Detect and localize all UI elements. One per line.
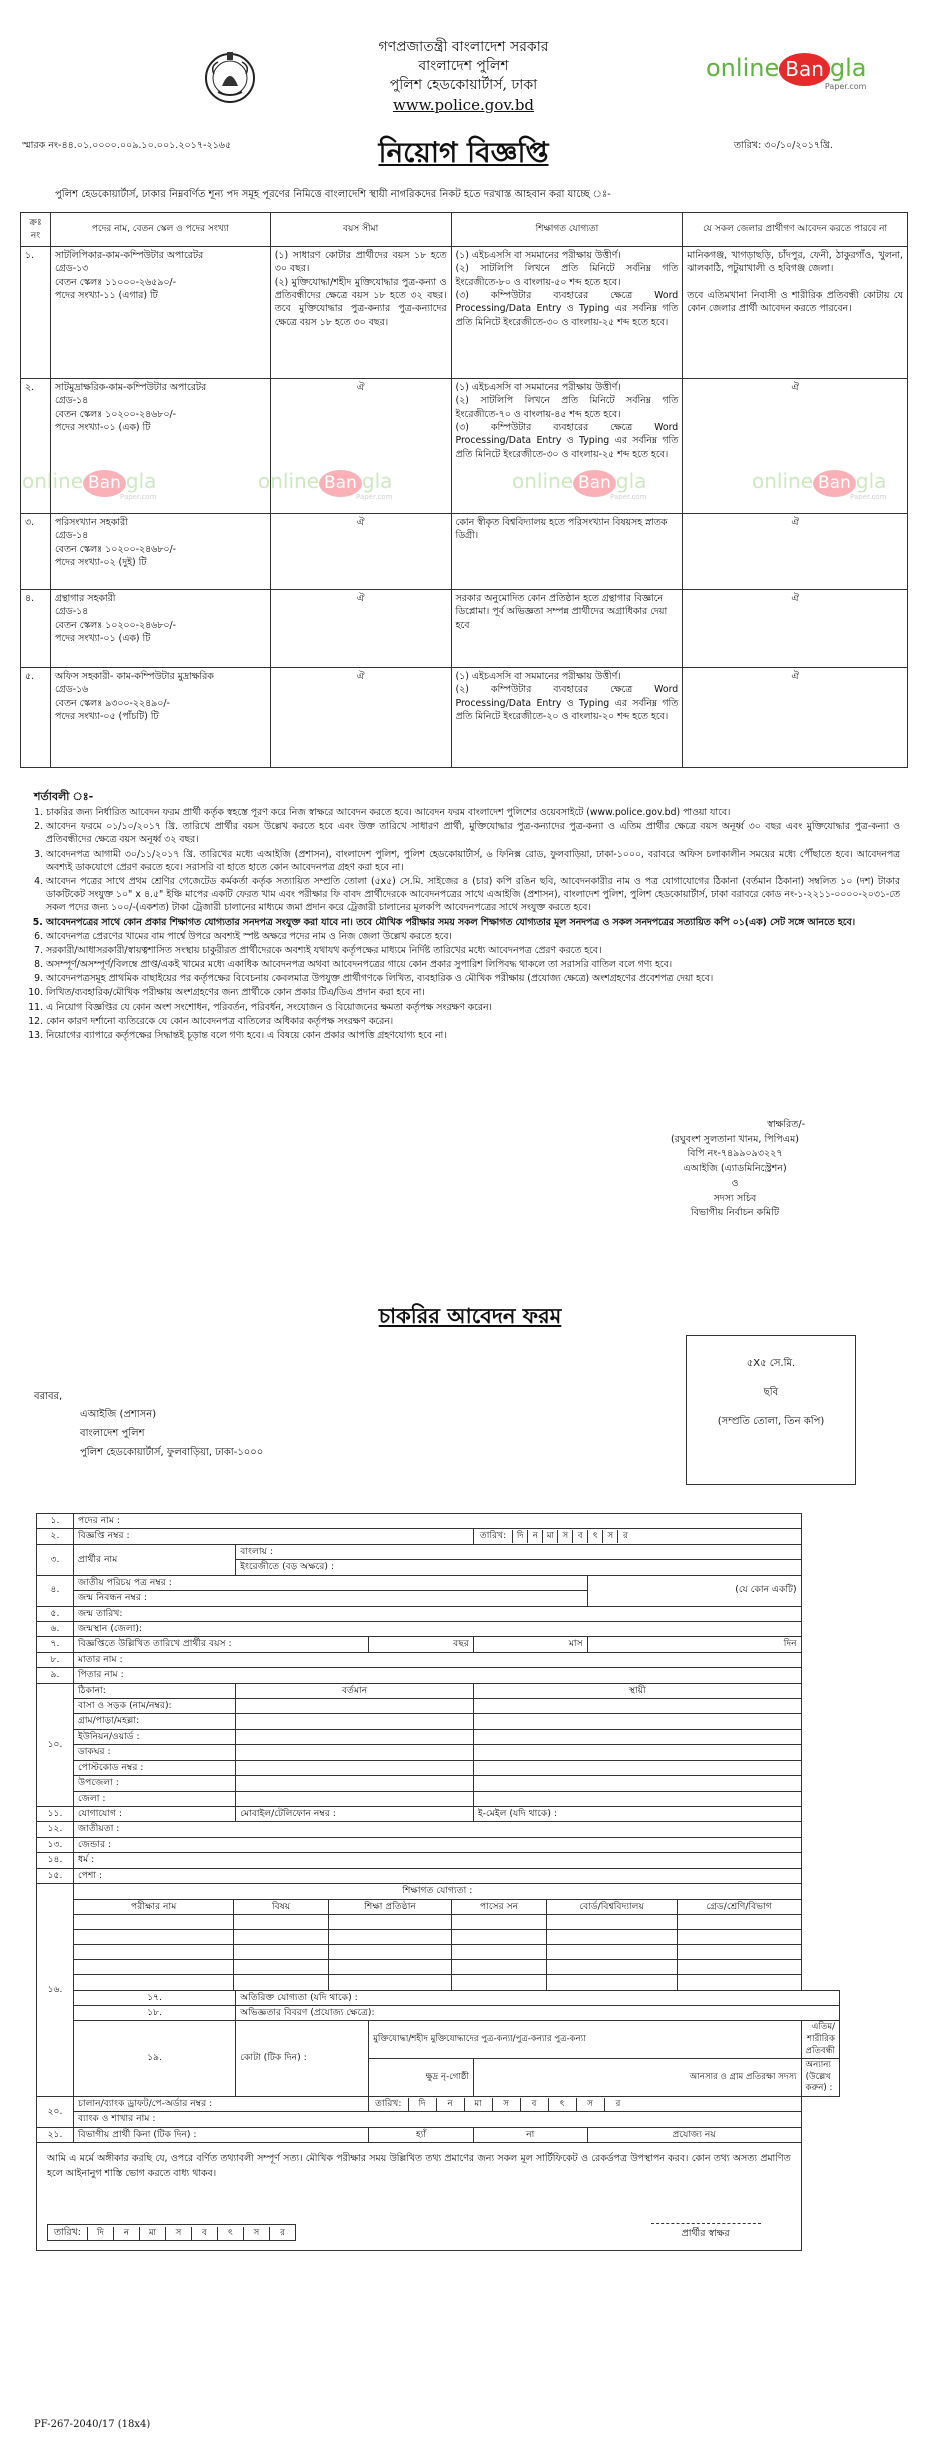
date-box[interactable]: মা bbox=[464, 2098, 492, 2111]
signatory-and: ও bbox=[731, 1177, 739, 1189]
phone-field[interactable] bbox=[236, 1807, 474, 1822]
present-district-field[interactable] bbox=[236, 1791, 474, 1806]
quota-other-field[interactable] bbox=[801, 2059, 839, 2097]
row-districts: মানিকগঞ্জ, খাগড়াছড়ি, চাঁদপুর, ফেনী, ঠাকুরগাঁও, খুলনা, ঝালকাঠি, পটুয়াখালী ও হবিগঞ্জ জেলা। তবে এতিমখানা নিবাসী ও শারীরিক প্রতিবন্ধী কোটায় যে কোন জেলার প্রার্থী আবেদন করতে পারবেন। bbox=[683, 247, 908, 379]
age-days-field[interactable] bbox=[587, 1637, 801, 1652]
permanent-house-field[interactable] bbox=[473, 1699, 801, 1714]
list-item: 7. সরকারী/আধাসরকারী/স্বায়ত্বশাসিত সংস্থায় চাকুরীরত প্রার্থীদেরকে অবশ্যই যথাযথ কর্তৃপক্ষের মাধ্যমে নির্দিষ্ট তারিখের মধ্যে আবেদনপত্র প্রেরণ করতে হবে। bbox=[46, 944, 900, 957]
field-label: ইউনিয়ন/ওয়ার্ড : bbox=[74, 1729, 236, 1744]
table-row bbox=[21, 668, 908, 768]
table-row bbox=[37, 1621, 840, 1636]
table-row bbox=[37, 1652, 840, 1667]
field-label: ধর্ম : bbox=[78, 1854, 95, 1866]
field-label: বিভাগীয় প্রার্থী কিনা (টিক দিন) : bbox=[74, 2127, 369, 2142]
table-row bbox=[21, 590, 908, 668]
field-label: পিতার নাম : bbox=[78, 1669, 124, 1681]
education-title: শিক্ষাগত যোগ্যতা : bbox=[74, 1884, 802, 1899]
form-addr3: পুলিশ হেডকোয়ার্টার্স, ফুলবাড়িয়া, ঢাকা-১০০০ bbox=[80, 1447, 264, 1458]
years-label: বছর bbox=[453, 1638, 469, 1650]
form-addr1: এআইজি (প্রশাসন) bbox=[80, 1409, 157, 1420]
religion-field[interactable] bbox=[74, 1853, 802, 1868]
post-name-field[interactable] bbox=[74, 1514, 802, 1529]
notice-intro: পুলিশ হেডকোয়ার্টার্স, ঢাকার নিম্নবর্ণিত শূন্য পদ সমূহ পূরণের নিমিত্তে বাংলাদেশি স্থায়ী নাগরিকদের নিকট হতে দরখাস্ত আহবান করা যাচ্ছে ঃ- bbox=[55, 189, 611, 200]
date-box[interactable]: ব bbox=[520, 2098, 548, 2111]
declaration-text: আমি এ মর্মে অঙ্গীকার করছি যে, ওপরে বর্ণিত তথ্যাবলী সম্পূর্ণ সত্য। মৌখিক পরীক্ষার সময় উল্লিখিত তথ্য প্রমাণের জন্য সকল মূল সার্টিফিকেট ও রেকর্ডপত্র উপস্থাপন করব। কোন তথ্য অসত্য প্রমাণিত হলে আইনানুগ শাস্তি ভোগ করতে বাধ্য থাকব। bbox=[47, 2153, 791, 2180]
row-age: ঐ bbox=[270, 668, 451, 768]
edu-header-exam: পরীক্ষার নাম bbox=[74, 1900, 234, 1915]
field-label: জন্ম নিবন্ধন নম্বর : bbox=[78, 1592, 147, 1604]
present-address-header: বর্তমান bbox=[236, 1683, 474, 1698]
permanent-district-field[interactable] bbox=[473, 1791, 801, 1806]
bank-branch-field[interactable] bbox=[74, 2112, 802, 2127]
date-label: তারিখ: bbox=[54, 2227, 81, 2239]
date-box[interactable]: স bbox=[165, 2227, 191, 2240]
row-number: ২. bbox=[37, 1529, 74, 1544]
edu-row[interactable] bbox=[74, 1930, 801, 1945]
table-row bbox=[37, 2112, 840, 2127]
row-age: ঐ bbox=[270, 590, 451, 668]
row-number: ১২. bbox=[37, 1822, 74, 1837]
date-box[interactable]: দি bbox=[87, 2227, 113, 2240]
date-box[interactable]: স bbox=[602, 1530, 617, 1543]
table-row bbox=[37, 2021, 840, 2059]
table-row bbox=[37, 2143, 840, 2251]
terms-list bbox=[20, 806, 900, 1043]
table-row bbox=[37, 1899, 840, 1990]
present-union-field[interactable] bbox=[236, 1729, 474, 1744]
row-education: (১) এইচএসসি বা সমমানের পরীক্ষায় উত্তীর্ণ। (২) সাটলিপি লিখনে প্রতি মিনিটে সর্বনিম্ন গতি ইংরেজীতে-৭০ ও বাংলায়-৪৫ শব্দ হতে হবে। (৩) কম্পিউটার ব্যবহারের ক্ষেত্রে Word Processing/Data Entry ও Typing এর সর্বনিম্ন গতি প্রতি মিনিটে ইংরেজীতে-৩০ ও বাংলায়-২৫ শব্দ হতে হবে। bbox=[451, 379, 683, 514]
row-serial: ৪. bbox=[21, 590, 51, 668]
signature-block bbox=[610, 1118, 860, 1221]
row-serial: ১. bbox=[21, 247, 51, 379]
row-number: ৬. bbox=[37, 1621, 74, 1636]
address-label: ঠিকানা: bbox=[74, 1683, 236, 1698]
row-serial: ২. bbox=[21, 379, 51, 514]
list-item: 11. এ নিয়োগ বিজ্ঞপ্তির যে কোন অংশ সংশোধন, পরিবর্তন, পরিবর্ধন, সংযোজন ও বিয়োজনের ক্ষমতা কর্তৃপক্ষ সংরক্ষণ করেন। bbox=[46, 1001, 900, 1014]
list-item: 1. চাকরির জন্য নির্ধারিত আবেদন ফরম প্রার্থী কর্তৃক স্বহস্তে পূরণ করে নিজ স্বাক্ষরে আবেদন করতে হবে। আবেদন ফরম বাংলাদেশ পুলিশের ওয়েবসাইটে (www.police.gov.bd) পাওয়া যাবে। bbox=[46, 806, 900, 819]
field-label: বিজ্ঞপ্তিতে উল্লিখিত তারিখে প্রার্থীর বয়স : bbox=[74, 1637, 369, 1652]
table-row bbox=[21, 247, 908, 379]
quota-ethnic-checkbox[interactable] bbox=[369, 2059, 474, 2097]
gender-field[interactable] bbox=[74, 1837, 802, 1852]
col-header-age: বয়স সীমা bbox=[270, 213, 451, 247]
row-number: ১০. bbox=[37, 1683, 74, 1806]
either-one-note: (যে কোন একটি) bbox=[587, 1575, 801, 1606]
field-label: পোস্টকোড নম্বর : bbox=[74, 1760, 236, 1775]
row-number: ২০. bbox=[37, 2096, 74, 2127]
option-label: প্রযোজ্য নয় bbox=[672, 2128, 716, 2140]
date-box[interactable]: র bbox=[604, 2098, 632, 2111]
declaration-date[interactable] bbox=[47, 2224, 296, 2241]
edu-row[interactable] bbox=[74, 1915, 801, 1930]
days-label: দিন bbox=[783, 1638, 797, 1650]
row-number: ১৮. bbox=[74, 2005, 236, 2020]
row-number: ১. bbox=[37, 1514, 74, 1529]
list-item: 13. নিয়োগের ব্যাপারে কর্তৃপক্ষের সিদ্ধান্তই চূড়ান্ত বলে গণ্য হবে। এ বিষয়ে কোন প্রকার আপত্তি গ্রহণযোগ্য হবে না। bbox=[46, 1029, 900, 1042]
field-label: পদের নাম : bbox=[78, 1515, 120, 1526]
present-house-field[interactable] bbox=[236, 1699, 474, 1714]
permanent-address-header: স্থায়ী bbox=[473, 1683, 801, 1698]
watermark-logo: online Ban gla Paper.com bbox=[258, 469, 393, 501]
field-label: চালান/ব্যাংক ড্রাফট/পে-অর্ডার নম্বর : bbox=[78, 2097, 213, 2109]
row-number: ১৪. bbox=[37, 1853, 74, 1868]
list-item: 9. আবেদনপত্রসমূহ প্রাথমিক বাছাইয়ের পর কর্তৃপক্ষের বিবেচনায় কেবলমাত্র উপযুক্ত প্রার্থীগণকে লিখিত, ব্যবহারিক ও মৌখিক পরীক্ষায় (প্রযোজ্য ক্ষেত্রে) অংশগ্রহণের প্রবেশপত্র দেয়া হবে। bbox=[46, 972, 900, 985]
edu-header-year: পাসের সন bbox=[452, 1900, 546, 1915]
field-label: যোগাযোগ : bbox=[74, 1807, 236, 1822]
field-label: বাসা ও সড়ক (নাম/নম্বর): bbox=[74, 1699, 236, 1714]
table-row bbox=[37, 1668, 840, 1683]
extra-qualification-field[interactable] bbox=[236, 1990, 840, 2005]
table-row bbox=[37, 1637, 840, 1652]
field-label: বিজ্ঞপ্তি নম্বর : bbox=[78, 1530, 130, 1542]
table-row bbox=[37, 2127, 840, 2142]
col-header-education: শিক্ষাগত যোগ্যতা bbox=[451, 213, 683, 247]
table-row bbox=[37, 1514, 840, 1529]
signed-label: স্বাক্ষরিত/- bbox=[767, 1119, 805, 1130]
row-age: ঐ bbox=[270, 379, 451, 514]
date-box[interactable]: র bbox=[617, 1530, 632, 1543]
permanent-upazila-field[interactable] bbox=[473, 1776, 801, 1791]
field-label: ই-মেইল (যদি থাকে) : bbox=[477, 1808, 557, 1820]
edu-row[interactable] bbox=[74, 1975, 801, 1990]
notice-date: তারিখ: ৩০/১০/২০১৭খ্রি. bbox=[734, 140, 833, 151]
list-item: 5. আবেদনপত্রের সাথে কোন প্রকার শিক্ষাগত যোগ্যতার সনদপত্র সংযুক্ত করা যাবে না। তবে মৌখিক পরীক্ষার সময় সকল শিক্ষাগত যোগ্যতার মূল সনদপত্র ও সকল সনদপত্রের সত্যায়িত কপি ০১(এক) সেট সঙ্গে আনতে হবে। bbox=[46, 916, 900, 929]
quota-option-label: এতিম/শারীরিক প্রতিবন্ধী bbox=[805, 2022, 836, 2056]
field-label: ইংরেজীতে (বড় অক্ষরে) : bbox=[240, 1561, 335, 1573]
photo-note: (সম্প্রতি তোলা, তিন কপি) bbox=[717, 1416, 825, 1427]
table-row bbox=[37, 1837, 840, 1852]
field-label: জাতীয় পরিচয় পত্র নম্বর : bbox=[78, 1576, 172, 1588]
name-bangla-field[interactable] bbox=[236, 1544, 801, 1559]
field-label: জেন্ডার : bbox=[78, 1838, 112, 1850]
application-form bbox=[36, 1513, 840, 2251]
row-number: ১৭. bbox=[74, 1990, 236, 2005]
form-addr2: বাংলাদেশ পুলিশ bbox=[80, 1428, 145, 1439]
edu-header-subject: বিষয় bbox=[234, 1900, 328, 1915]
permanent-village-field[interactable] bbox=[473, 1714, 801, 1729]
list-item: 6. আবেদনপত্র প্রেরণের খামের বাম পার্শ্বে উপরে অবশ্যই স্পষ্ট অক্ষরে পদের নাম ও নিজ জেলা উল্লেখ করতে হবে। bbox=[46, 930, 900, 943]
mother-name-field[interactable] bbox=[74, 1652, 802, 1667]
row-serial: ৫. bbox=[21, 668, 51, 768]
present-postoffice-field[interactable] bbox=[236, 1745, 474, 1760]
table-row bbox=[37, 1575, 840, 1590]
field-label: কোটা (টিক দিন) : bbox=[236, 2021, 369, 2097]
table-row bbox=[37, 1529, 840, 1544]
birthplace-field[interactable] bbox=[74, 1621, 802, 1636]
challan-number-field[interactable] bbox=[74, 2096, 369, 2111]
age-years-field[interactable] bbox=[369, 1637, 474, 1652]
row-districts: ঐ bbox=[683, 590, 908, 668]
field-label: মোবাইল/টেলিফোন নম্বর : bbox=[240, 1808, 336, 1820]
row-education: (১) এইচএসসি বা সমমানের পরীক্ষায় উত্তীর্ণ। (২) কম্পিউটার ব্যবহারের ক্ষেত্রে Word Processing/Data Entry ও Typing এর সর্বনিম্ন গতি প্রতি মিনিটে ইংরেজীতে-২০ ও বাংলায়-২০ শব্দ হতে হবে। bbox=[451, 668, 683, 768]
date-box[interactable]: দি bbox=[512, 1530, 527, 1543]
dept-yes-checkbox[interactable] bbox=[369, 2127, 474, 2142]
signatory-designation: এআইজি (এ্যাডমিনিস্ট্রেশন) bbox=[683, 1163, 787, 1175]
col-header-post: পদের নাম, বেতন স্কেল ও পদের সংখ্যা bbox=[50, 213, 270, 247]
photo-size: ৫X৫ সে.মি. bbox=[746, 1358, 796, 1369]
field-label: জন্মস্থান (জেলা): bbox=[78, 1622, 143, 1634]
date-box[interactable]: ৎ bbox=[217, 2227, 243, 2240]
date-box[interactable]: মা bbox=[139, 2227, 165, 2240]
field-label: অতিরিক্ত যোগ্যতা (যদি থাকে) : bbox=[240, 1991, 358, 2003]
date-box[interactable]: দি bbox=[408, 2098, 436, 2111]
row-number: ৯. bbox=[37, 1668, 74, 1683]
table-row bbox=[37, 1822, 840, 1837]
field-label: জেলা : bbox=[74, 1791, 236, 1806]
police-line: বাংলাদেশ পুলিশ bbox=[418, 58, 509, 74]
table-row bbox=[37, 1745, 840, 1760]
field-label: ব্যাংক ও শাখার নাম : bbox=[78, 2113, 156, 2125]
row-number: ৫. bbox=[37, 1606, 74, 1621]
birth-date-field[interactable] bbox=[74, 1606, 802, 1621]
row-number: ৭. bbox=[37, 1637, 74, 1652]
email-field[interactable] bbox=[473, 1807, 801, 1822]
table-row bbox=[37, 1853, 840, 1868]
edu-header-grade: গ্রেড/শ্রেণি/বিভাগ bbox=[677, 1900, 801, 1915]
row-districts: ঐ bbox=[683, 514, 908, 590]
col-header-districts: যে সকল জেলার প্রার্থীগণ আবেদন করতে পারবে না bbox=[683, 213, 908, 247]
list-item: 8. অসম্পূর্ণ/অসম্পূর্ণ/বিলম্বে প্রাপ্ত/একই খামের মধ্যে একাধিক আবেদনপত্র অথবা আবেদনপত্রের গায়ে কোন প্রকার সুপারিশ লিপিবদ্ধ থাকলে তা সরাসরি বাতিল বলে গণ্য হবে। bbox=[46, 958, 900, 971]
father-name-field[interactable] bbox=[74, 1668, 802, 1683]
field-label: ডাকঘর : bbox=[74, 1745, 236, 1760]
date-label: তারিখ: bbox=[375, 2097, 402, 2109]
date-box[interactable]: ৎ bbox=[548, 2098, 576, 2111]
date-box[interactable]: ন bbox=[527, 1530, 542, 1543]
permanent-union-field[interactable] bbox=[473, 1729, 801, 1744]
signatory-role2: বিভাগীয় নির্বাচন কমিটি bbox=[690, 1207, 780, 1219]
row-serial: ৩. bbox=[21, 514, 51, 590]
table-row bbox=[37, 1699, 840, 1714]
row-education: কোন স্বীকৃত বিশ্ববিদ্যালয় হতে পরিসংখ্যান বিষয়সহ স্নাতক ডিগ্রী। bbox=[451, 514, 683, 590]
table-row bbox=[37, 1776, 840, 1791]
date-box[interactable]: র bbox=[269, 2227, 295, 2240]
present-upazila-field[interactable] bbox=[236, 1776, 474, 1791]
row-education: (১) এইচএসসি বা সমমানের পরীক্ষায় উত্তীর্ণ। (২) সাটলিপি লিখনে প্রতি মিনিটে সর্বনিম্ন গতি ইংরেজীতে-৮০ ও বাংলায়-৫০ শব্দ হতে হবে। (৩) কম্পিউটার ব্যবহারের ক্ষেত্রে Word Processing/Data Entry ও Typing এর সর্বনিম্ন গতি প্রতি মিনিটে ইংরেজীতে-৩০ ও বাংলায়-২৫ শব্দ হতে হবে। bbox=[451, 247, 683, 379]
table-row bbox=[37, 1729, 840, 1744]
quota-orphan-checkbox[interactable] bbox=[801, 2021, 839, 2059]
quota-option-label: আনসার ও গ্রাম প্রতিরক্ষা সদস্য bbox=[689, 2071, 797, 2082]
nationality-field[interactable] bbox=[74, 1822, 802, 1837]
birth-reg-field[interactable] bbox=[74, 1591, 588, 1606]
edu-header-board: বোর্ড/বিশ্ববিদ্যালয় bbox=[546, 1900, 677, 1915]
row-age: (১) সাধারণ কোটার প্রার্থীদের বয়স ১৮ হতে ৩০ বছর। (২) মুক্তিযোদ্ধা/শহীদ মুক্তিযোদ্ধার পুত্র-কন্যা ও প্রতিবন্ধীদের ক্ষেত্রে বয়স ১৮ হতে ৩২ বছর। তবে মুক্তিযোদ্ধার পুত্র-কন্যার পুত্র-কন্যাদের ক্ষেত্রে বয়স ১৮ হতে ৩০ বছর। bbox=[270, 247, 451, 379]
field-label: জাতীয়তা : bbox=[78, 1823, 120, 1835]
onlinebanglapaper-logo: online Ban gla Paper.com bbox=[706, 54, 867, 91]
date-box[interactable]: স bbox=[576, 2098, 604, 2111]
memo-number: স্মারক নং-৪৪.০১.০০০০.০০৯.১০.০০১.২০১৭-২১৬৫ bbox=[22, 140, 232, 151]
option-label: না bbox=[526, 2128, 535, 2140]
applicant-signature[interactable] bbox=[651, 2223, 761, 2241]
field-label: মাতার নাম : bbox=[78, 1653, 123, 1665]
watermark-logo: online Ban gla Paper.com bbox=[512, 469, 647, 501]
row-number: ১১. bbox=[37, 1807, 74, 1822]
signatory-name: (রঘুবংশ সুলতানা খানম, পিপিএম) bbox=[670, 1133, 800, 1145]
edu-row[interactable] bbox=[74, 1945, 801, 1960]
table-row bbox=[37, 2005, 840, 2020]
date-field[interactable] bbox=[473, 1529, 801, 1544]
table-row bbox=[37, 1714, 840, 1729]
footer-code: PF-267-2040/17 (18x4) bbox=[34, 2419, 151, 2430]
photo-label: ছবি bbox=[763, 1387, 779, 1398]
row-post: গ্রন্থাগার সহকারী গ্রেড-১৪ বেতন স্কেলঃ ১০২০০-২৪৬৮০/- পদের সংখ্যা-০১ (এক) টি bbox=[50, 590, 270, 668]
col-header-serial: ক্রঃ নং bbox=[21, 213, 51, 247]
terms-title: শর্তাবলী ঃ- bbox=[34, 790, 94, 803]
row-number: ১৩. bbox=[37, 1837, 74, 1852]
notice-number-field[interactable] bbox=[74, 1529, 474, 1544]
photo-box[interactable] bbox=[686, 1335, 856, 1485]
row-age: ঐ bbox=[270, 514, 451, 590]
permanent-postoffice-field[interactable] bbox=[473, 1745, 801, 1760]
education-table bbox=[74, 1900, 801, 1990]
govt-line: গণপ্রজাতন্ত্রী বাংলাদেশ সরকার bbox=[378, 39, 549, 55]
date-box[interactable]: স bbox=[557, 1530, 572, 1543]
edu-row[interactable] bbox=[74, 1960, 801, 1975]
date-label: তারিখ: bbox=[479, 1530, 507, 1542]
website-link[interactable]: www.police.gov.bd bbox=[392, 96, 535, 114]
table-row bbox=[37, 1884, 840, 1899]
table-row bbox=[37, 1683, 840, 1698]
months-label: মাস bbox=[568, 1638, 583, 1650]
experience-field[interactable] bbox=[236, 2005, 840, 2020]
signature-label: প্রার্থীর স্বাক্ষর bbox=[681, 2228, 730, 2240]
age-months-field[interactable] bbox=[473, 1637, 587, 1652]
edu-header-institution: শিক্ষা প্রতিষ্ঠান bbox=[328, 1900, 452, 1915]
row-number: ২১. bbox=[37, 2127, 74, 2142]
signatory-role1: সদস্য সচিব bbox=[713, 1192, 757, 1204]
field-label: বাংলায় : bbox=[240, 1545, 273, 1557]
dept-no-checkbox[interactable] bbox=[473, 2127, 587, 2142]
nid-field[interactable] bbox=[74, 1575, 588, 1590]
date-box[interactable]: ন bbox=[113, 2227, 139, 2240]
list-item: 10. লিখিত/ব্যবহারিক/মৌখিক পরীক্ষায় অংশগ্রহণের জন্য প্রার্থীকে কোন প্রকার টিএ/ডিএ প্রদান করা হবে না। bbox=[46, 986, 900, 999]
date-box[interactable]: ৎ bbox=[587, 1530, 602, 1543]
row-post: সাটলিপিকার-কাম-কম্পিউটার অপারেটর গ্রেড-১৩ বেতন স্কেলঃ ১১০০০-২৬৫৯০/- পদের সংখ্যা-১১ (এগার) টি bbox=[50, 247, 270, 379]
quota-freedom-fighter-checkbox[interactable] bbox=[369, 2021, 802, 2059]
row-number: ১৯. bbox=[74, 2021, 236, 2097]
list-item: 3. আবেদনপত্র আগামী ৩০/১১/২০১৭ খ্রি. তারিখের মধ্যে এআইজি (প্রশাসন), বাংলাদেশ পুলিশ, পুলিশ হেডকোয়ার্টার্স, ৬ ফিনিক্স রোড, ফুলবাড়িয়া, ঢাকা-১০০০, বরাবরে অফিস চলাকালীন সময়ের মধ্যে পৌঁছাতে হবে। আবেদনপত্র অবশ্যই ডাকযোগে প্রেরণ করতে হবে। সরাসরি বা হাতে হাতে কোন আবেদনপত্র গ্রহণ করা হবে না। bbox=[46, 848, 900, 874]
row-number: ১৫. bbox=[37, 1868, 74, 1883]
watermark-logo: online Ban gla Paper.com bbox=[752, 469, 887, 501]
row-post: পরিসংখ্যান সহকারী গ্রেড-১৪ বেতন স্কেলঃ ১০২০০-২৪৬৮০/- পদের সংখ্যা-০২ (দুই) টি bbox=[50, 514, 270, 590]
table-row bbox=[37, 1807, 840, 1822]
list-item: 2. আবেদন ফরমে ০১/১০/২০১৭ খ্রি. তারিখে প্রার্থীর বয়স উল্লেখ করতে হবে এবং উক্ত তারিখে সাধারণ প্রার্থী, মুক্তিযোদ্ধার পুত্র-কন্যাদের পুত্র-কন্যা ও এতিম প্রার্থীর ক্ষেত্রে বয়স অনূর্ধ্ব ৩০ বছর এবং মুক্তিযোদ্ধার পুত্র-কন্যা ও প্রতিবন্ধীদের ক্ষেত্রে বয়স অনূর্ধ্ব ৩২ বছর। bbox=[46, 820, 900, 846]
name-english-field[interactable] bbox=[236, 1560, 801, 1575]
row-post: অফিস সহকারী- কাম-কম্পিউটার মুদ্রাক্ষরিক গ্রেড-১৬ বেতন স্কেলঃ ৯৩০০-২২৪৯০/- পদের সংখ্যা-০৫ (পাঁচটি) টি bbox=[50, 668, 270, 768]
table-row bbox=[37, 1791, 840, 1806]
present-village-field[interactable] bbox=[236, 1714, 474, 1729]
dept-na-checkbox[interactable] bbox=[587, 2127, 801, 2142]
field-label: উপজেলা : bbox=[74, 1776, 236, 1791]
list-item: 4. আবেদন পত্রের সাথে প্রথম শ্রেণির গেজেটেড কর্মকর্তা কর্তৃক সত্যায়িত সম্প্রতি তোলা (৫x৫) সে.মি. সাইজের ৪ (চার) কপি রঙিন ছবি, আবেদনকারীর নাম ও পত্র যোগাযোগের ঠিকানা (বর্তমান ঠিকানা) সম্বলিত ১০ (দশ) টাকার ডাকটিকেট সংযুক্ত ১০" x ৪.৫" ইঞ্চি মাপের একটি ফেরত খাম এবং পরীক্ষার ফি বাবদ প্রার্থীদেরকে আবেদনপত্রের সাথে এআইজি (প্রশাসন), বাংলাদেশ পুলিশ, পুলিশ হেডকোয়ার্টার্স, ঢাকা বরাবরে কোড নং-১-২২১১-০০০০-২০৩১-তে সকল পদের জন্য ১০০/-(একশত) টাকা ট্রেজারী চালানের মাধ্যমে জমা প্রদান করে ট্রেজারী চালানের মূলকপি আবেদনপত্রের সাথে সংযুক্ত করতে হবে। bbox=[46, 875, 900, 915]
date-box[interactable]: স bbox=[243, 2227, 269, 2240]
table-row bbox=[37, 1544, 840, 1559]
date-box[interactable]: ব bbox=[191, 2227, 217, 2240]
watermark-logo: online Ban gla Paper.com bbox=[22, 469, 157, 501]
hq-line: পুলিশ হেডকোয়ার্টার্স, ঢাকা bbox=[389, 77, 538, 93]
field-label: জন্ম তারিখ: bbox=[78, 1607, 123, 1619]
option-label: হ্যাঁ bbox=[415, 2128, 427, 2140]
present-postcode-field[interactable] bbox=[236, 1760, 474, 1775]
table-row bbox=[37, 1606, 840, 1621]
date-box[interactable]: মা bbox=[542, 1530, 557, 1543]
row-number: ৩. bbox=[37, 1544, 74, 1575]
row-districts: ঐ bbox=[683, 379, 908, 514]
row-education: সরকার অনুমোদিত কোন প্রতিষ্ঠান হতে গ্রন্থাগার বিজ্ঞানে ডিপ্লোমা। পূর্ব অভিজ্ঞতা সম্পন্ন প্রার্থীদের অগ্রাধিকার দেয়া হবে bbox=[451, 590, 683, 668]
field-label: গ্রাম/পাড়া/মহল্লা: bbox=[74, 1714, 236, 1729]
form-title: চাকরির আবেদন ফরম bbox=[378, 1303, 562, 1328]
permanent-postcode-field[interactable] bbox=[473, 1760, 801, 1775]
list-item: 12. কোন কারণ দর্শানো ব্যতিরেকে যে কোন আবেদনপত্র বাতিলের অধিকার কর্তৃপক্ষ সংরক্ষণ করেন। bbox=[46, 1015, 900, 1028]
table-row bbox=[37, 1760, 840, 1775]
quota-option-label: ক্ষুদ্র নৃ-গোষ্ঠী bbox=[425, 2071, 469, 2082]
table-row bbox=[37, 1868, 840, 1883]
row-districts: ঐ bbox=[683, 668, 908, 768]
quota-option-label: মুক্তিযোদ্ধা/শহীদ মুক্তিযোদ্ধাদের পুত্র-কন্যা/পুত্র-কন্যার পুত্র-কন্যা bbox=[373, 2033, 586, 2044]
table-row bbox=[21, 514, 908, 590]
quota-ansar-checkbox[interactable] bbox=[473, 2059, 801, 2097]
row-post: সাটমুদ্রাক্ষরিক-কাম-কম্পিউটার অপারেটর গ্রেড-১৪ বেতন স্কেলঃ ১০২০০-২৪৬৮০/- পদের সংখ্যা-০১ (এক) টি bbox=[50, 379, 270, 514]
field-label: অভিজ্ঞতার বিবরণ (প্রযোজ্য ক্ষেত্রে): bbox=[240, 2006, 375, 2018]
notice-title: নিয়োগ বিজ্ঞপ্তি bbox=[378, 136, 549, 169]
field-label: প্রার্থীর নাম bbox=[74, 1544, 236, 1575]
table-row bbox=[37, 2096, 840, 2111]
date-box[interactable]: স bbox=[492, 2098, 520, 2111]
date-box[interactable]: ন bbox=[436, 2098, 464, 2111]
occupation-field[interactable] bbox=[74, 1868, 802, 1883]
form-to: বরাবর, bbox=[34, 1391, 63, 1402]
row-number: ৮. bbox=[37, 1652, 74, 1667]
field-label: পেশা : bbox=[78, 1869, 103, 1881]
challan-date-field[interactable] bbox=[369, 2096, 802, 2111]
quota-option-label: অন্যান্য (উল্লেখ করুন) : bbox=[805, 2060, 833, 2094]
date-box[interactable]: ব bbox=[572, 1530, 587, 1543]
table-row bbox=[37, 1990, 840, 2005]
signatory-bp: বিপি নং-৭৪৯৯০৯৩২২৭ bbox=[687, 1148, 783, 1160]
row-number: ১৬. bbox=[37, 1884, 74, 2097]
row-number: ৪. bbox=[37, 1575, 74, 1606]
